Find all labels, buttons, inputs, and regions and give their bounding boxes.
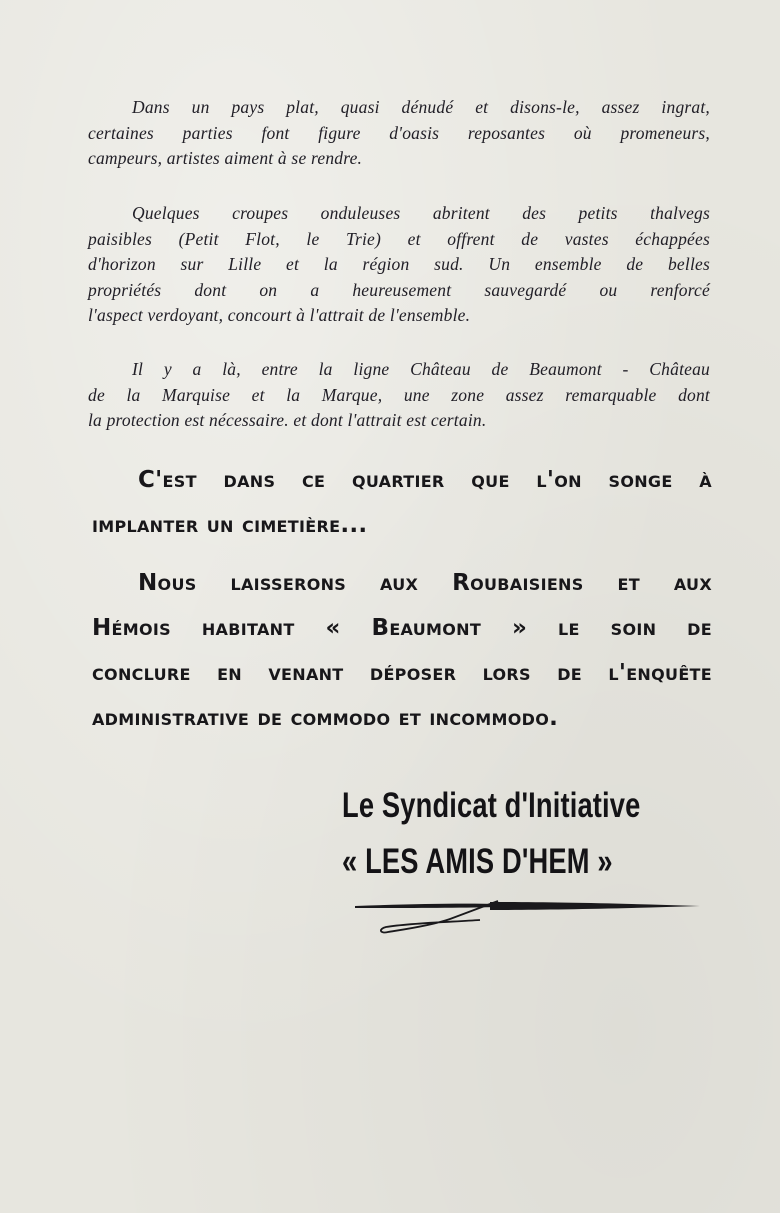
emphasis-line: implanter un cimetière...: [92, 512, 368, 538]
emphasis-line: Hémois habitant « Beaumont » le soin de: [92, 615, 712, 641]
text-line: l'aspect verdoyant, concourt à l'attrait de l'ensemble.: [88, 305, 471, 325]
signature-flourish: [350, 893, 710, 943]
emphasis-line: conclure en venant déposer lors de l'enquête: [92, 660, 712, 686]
emphasis-line: C'est dans ce quartier que l'on songe à: [138, 467, 712, 493]
signature-association-name: « LES AMIS D'HEM »: [342, 842, 613, 881]
text-line: la protection est nécessaire. et dont l'attrait est certain.: [88, 410, 487, 430]
text-line: campeurs, artistes aiment à se rendre.: [88, 148, 363, 168]
text-line: propriétés dont on a heureusement sauvegardé ou renforcé: [88, 279, 710, 300]
text-line: de la Marquise et la Marque, une zone assez remarquable dont: [88, 384, 710, 405]
text-line: Dans un pays plat, quasi dénudé et disons-le, assez ingrat,: [132, 97, 710, 117]
paragraph-landscape: [88, 201, 710, 329]
emphasis-line: administrative de commodo et incommodo.: [92, 705, 559, 731]
text-line: d'horizon sur Lille et la région sud. Un ensemble de belles: [88, 254, 710, 274]
emphasis-cemetery: [92, 458, 712, 548]
signature-organization: Le Syndicat d'Initiative: [342, 786, 641, 825]
emphasis-line: Nous laisserons aux Roubaisiens et aux: [138, 570, 712, 596]
emphasis-conclusion: [92, 561, 712, 741]
text-line: Quelques croupes onduleuses abritent des petits thalvegs: [132, 203, 710, 223]
text-line: paisibles (Petit Flot, le Trie) et offrent de vastes échappées: [88, 228, 710, 249]
paragraph-intro: [88, 95, 710, 172]
text-line: Il y a là, entre la ligne Château de Beaumont - Château: [132, 359, 710, 379]
paragraph-zone: [88, 357, 710, 434]
signature-block: [342, 778, 640, 890]
text-line: certaines parties font figure d'oasis reposantes où promeneurs,: [88, 122, 710, 143]
